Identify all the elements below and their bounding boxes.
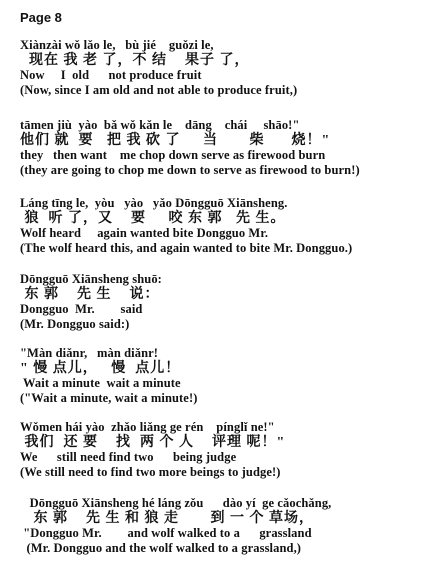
chinese-line: " 慢 点儿， 慢 点儿！ [20, 361, 181, 376]
verse-block-2 [20, 118, 420, 178]
translation-line: (Mr. Dongguo said:) [20, 317, 130, 331]
pinyin-line: "Màn diǎnr, màn diǎnr! [20, 346, 159, 360]
verse-block-7 [20, 496, 420, 556]
chinese-line: 我们 还 要 找 两 个 人 评理 呢！" [20, 435, 286, 450]
translation-line: (Now, since I am old and not able to produce fruit,) [20, 83, 298, 97]
verse-block-1 [20, 38, 420, 98]
chinese-line: 狼 听 了，又 要 咬 东 郭 先 生。 [20, 211, 286, 226]
english-gloss-line: Now I old not produce fruit [20, 68, 202, 82]
chinese-line: 东 郭 先 生 说： [20, 287, 160, 302]
pinyin-line: Xiànzài wǒ lǎo le, bù jié guǒzi le, [20, 38, 214, 52]
english-gloss-line: We still need find two being judge [20, 450, 237, 464]
page-number: Page 8 [20, 10, 62, 25]
translation-line: (they are going to chop me down to serve as firewood to burn!) [20, 163, 360, 177]
chinese-line: 他们 就 要 把 我 砍 了 当 柴 烧！" [20, 133, 331, 148]
english-gloss-line: they then want me chop down serve as firewood burn [20, 148, 326, 162]
english-gloss-line: "Dongguo Mr. and wolf walked to a grassland [20, 526, 312, 540]
translation-line: ("Wait a minute, wait a minute!) [20, 391, 198, 405]
pinyin-line: Láng tīng le, yòu yào yǎo Dōngguō Xiānsheng. [20, 196, 288, 210]
pinyin-line: tāmen jiù yào bǎ wǒ kǎn le dāng chái shāo!" [20, 118, 300, 132]
translation-line: (Mr. Dongguo and the wolf walked to a grassland,) [20, 541, 302, 555]
verse-block-6 [20, 420, 420, 480]
translation-line: (We still need to find two more beings to judge!) [20, 465, 281, 479]
pinyin-line: Wǒmen hái yào zhǎo liǎng ge rén pínglǐ ne!" [20, 420, 275, 434]
english-gloss-line: Wolf heard again wanted bite Dongguo Mr. [20, 226, 269, 240]
verse-block-4 [20, 272, 420, 332]
pinyin-line: Dōngguō Xiānsheng hé láng zǒu dào yí ge cǎochǎng, [20, 496, 332, 510]
chinese-line: 现在 我 老 了，不 结 果子 了， [20, 53, 250, 68]
english-gloss-line: Dongguo Mr. said [20, 302, 143, 316]
english-gloss-line: Wait a minute wait a minute [20, 376, 181, 390]
verse-block-3 [20, 196, 420, 256]
translation-line: (The wolf heard this, and again wanted to bite Mr. Dongguo.) [20, 241, 353, 255]
chinese-line: 东 郭 先 生 和 狼 走 到 一 个 草场， [20, 511, 314, 526]
verse-block-5 [20, 346, 420, 406]
pinyin-line: Dōngguō Xiānsheng shuō: [20, 272, 162, 286]
